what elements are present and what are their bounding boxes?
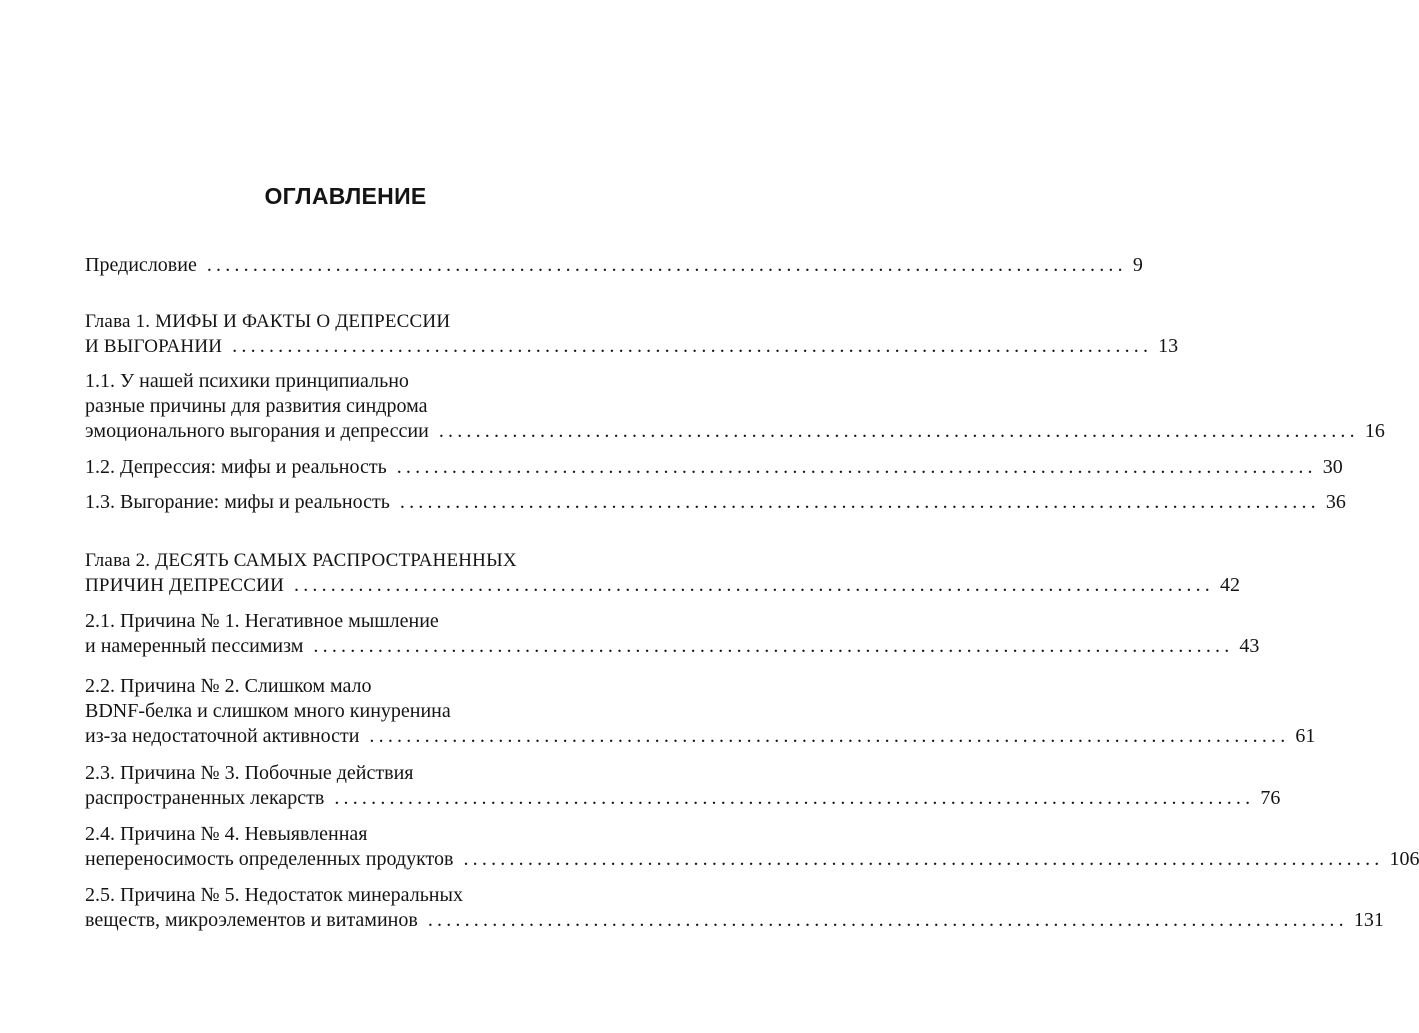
page-number: 9: [1132, 254, 1143, 276]
toc-entry-text: Глава 1. МИФЫ И ФАКТЫ О ДЕПРЕССИИ: [85, 311, 451, 332]
page-number: 131: [1353, 909, 1384, 931]
toc-entry-chapter-1[interactable]: [85, 309, 1179, 359]
toc-entry-section-1-3[interactable]: [85, 490, 1346, 515]
dot-leader: ....................................................................................................: [369, 725, 1290, 747]
toc-entry-text: непереносимость определенных продуктов: [85, 848, 454, 870]
toc-entry-section-2-1[interactable]: [85, 609, 1260, 659]
dot-leader: ....................................................................................................: [313, 635, 1234, 657]
dot-leader: ....................................................................................................: [399, 491, 1320, 513]
toc-entry-text: Глава 2. ДЕСЯТЬ САМЫХ РАСПРОСТРАНЕННЫХ: [85, 550, 517, 571]
toc-entry-section-1-1[interactable]: [85, 369, 1385, 444]
toc-entry-text: 1.2. Депрессия: мифы и реальность: [85, 456, 387, 478]
toc-entry-text: 2.5. Причина № 5. Недостаток минеральных: [85, 884, 463, 906]
toc-entry-text: распространенных лекарств: [85, 787, 325, 809]
toc-entry-text: Предисловие: [85, 254, 197, 276]
toc-entry-text: 2.1. Причина № 1. Негативное мышление: [85, 610, 439, 632]
toc-entry-text: ПРИЧИН ДЕПРЕССИИ: [85, 575, 284, 596]
page-number: 16: [1364, 420, 1385, 442]
dot-leader: ....................................................................................................: [463, 848, 1384, 870]
toc-entry-section-2-4[interactable]: [85, 822, 1419, 872]
toc-entry-text: И ВЫГОРАНИИ: [85, 336, 223, 357]
toc-entry-text: 2.4. Причина № 4. Невыявленная: [85, 823, 368, 845]
dot-leader: ....................................................................................................: [334, 787, 1255, 809]
toc-entry-text: из-за недостаточной активности: [85, 725, 360, 747]
dot-leader: ....................................................................................................: [232, 335, 1153, 357]
toc-entry-section-2-2[interactable]: [85, 674, 1316, 749]
toc-entry-text: разные причины для развития синдрома: [85, 395, 428, 417]
page-number: 43: [1239, 635, 1260, 657]
toc-entry-section-2-5[interactable]: [85, 883, 1384, 933]
toc-entry-text: эмоционального выгорания и депрессии: [85, 420, 429, 442]
page-number: 30: [1322, 456, 1343, 478]
dot-leader: ....................................................................................................: [438, 420, 1359, 442]
dot-leader: ....................................................................................................: [206, 254, 1127, 276]
toc-entry-text: и намеренный пессимизм: [85, 635, 304, 657]
dot-leader: ....................................................................................................: [427, 909, 1348, 931]
dot-leader: ....................................................................................................: [294, 574, 1214, 596]
page-number: 36: [1325, 491, 1346, 513]
toc-entry-text: BDNF-белка и слишком много кинуренина: [85, 700, 451, 722]
toc-entry-section-2-3[interactable]: [85, 761, 1281, 811]
toc-entry-text: 2.2. Причина № 2. Слишком мало: [85, 675, 372, 697]
toc-entry-text: 1.3. Выгорание: мифы и реальность: [85, 491, 390, 513]
toc-entry-section-1-2[interactable]: [85, 455, 1343, 480]
toc-entry-text: веществ, микроэлементов и витаминов: [85, 909, 418, 931]
page-number: 106: [1389, 848, 1419, 870]
toc-entry-chapter-2[interactable]: [85, 548, 1240, 598]
toc-entry-text: 2.3. Причина № 3. Побочные действия: [85, 762, 414, 784]
page-number: 42: [1220, 574, 1240, 596]
toc-title: ОГЛАВЛЕНИЕ: [264, 183, 427, 209]
toc-entry-preface[interactable]: [85, 253, 1143, 278]
page-number: 76: [1260, 787, 1281, 809]
page-number: 13: [1158, 335, 1179, 357]
page-number: 61: [1295, 725, 1316, 747]
dot-leader: ....................................................................................................: [396, 456, 1317, 478]
toc-entry-text: 1.1. У нашей психики принципиально: [85, 370, 409, 392]
